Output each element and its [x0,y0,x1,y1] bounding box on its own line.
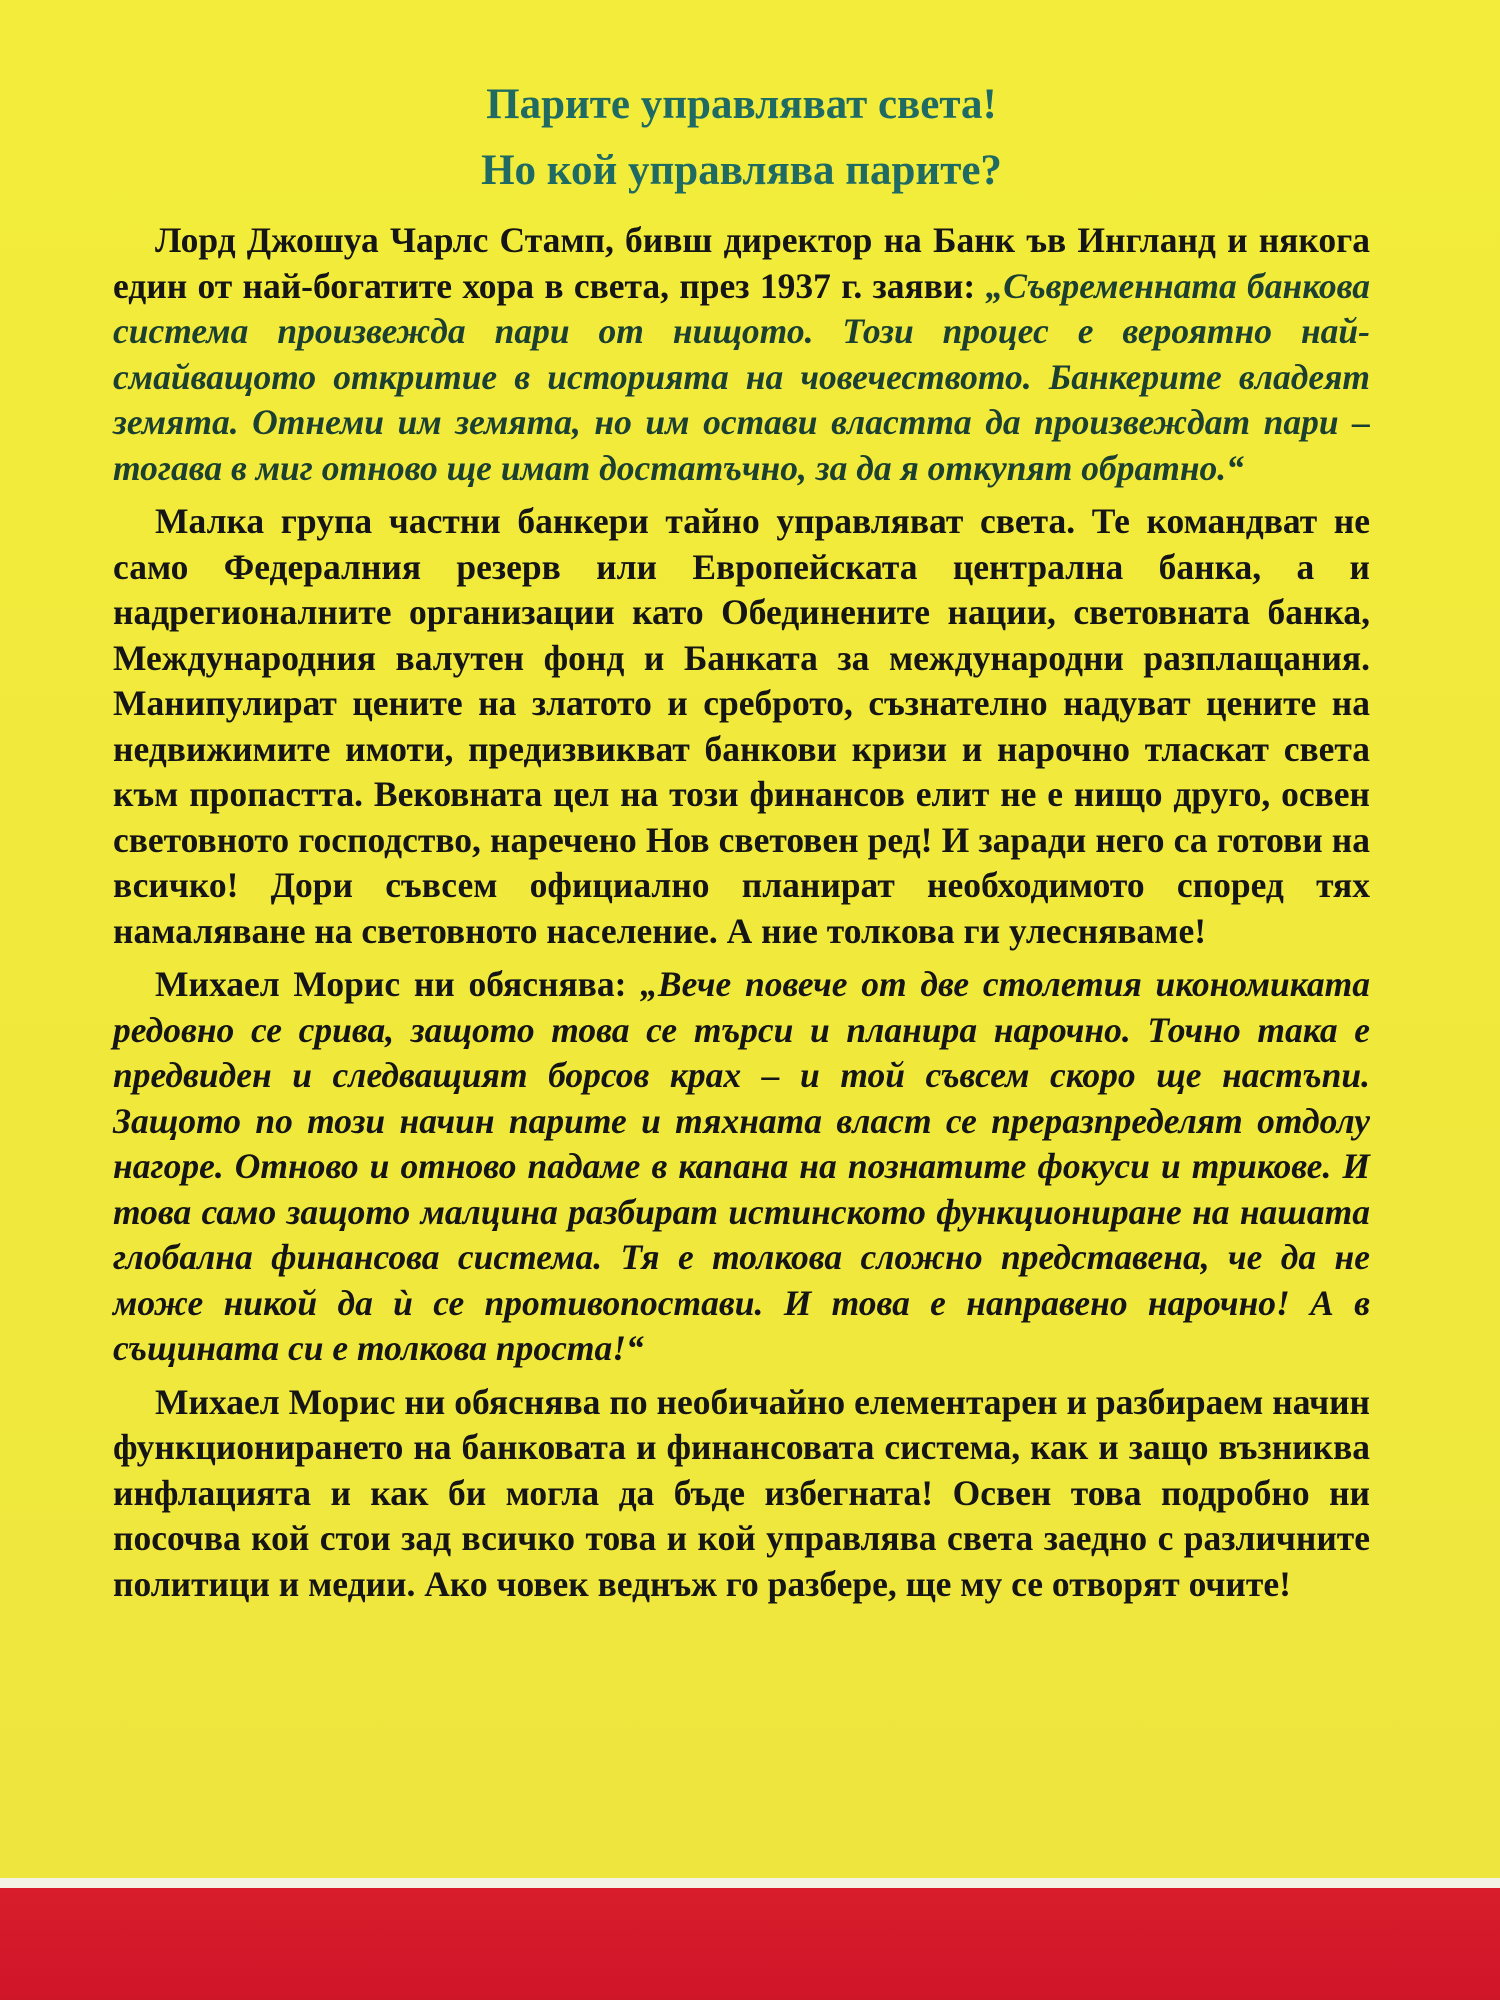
paragraph-private-bankers: Малка група частни банкери тайно управляват света. Те командват не само Федералния резерв или Европейската централна банка, а и надрегионалните организации като Обединените нации, световната банка, Международния валутен фонд и Банката за международни разплащания. Манипулират цените на златото и среброто, съзнателно надуват цените на недвижимите имоти, предизвикват банкови кризи и нарочно тласкат света към пропастта. Вековната цел на този финансов елит не е нищо друго, освен световното господство, наречено Нов световен ред! И заради него са готови на всичко! Дори съвсем официално планират необходимото според тях намаляване на световното население. А ние толкова ги улесняваме! [113,501,1370,951]
paragraph-1-quote: „Съвременната банкова система произвежда пари от нищото. Този процес е вероятно най-смайващото откритие в историята на човечеството. Банкерите владеят земята. Отнеми им земята, но им остави властта да произвеждат пари – тогава в миг отново ще имат достатъчно, за да я откупят обратно.“ [113,265,1370,488]
paragraph-stamp-quote [113,218,1370,491]
headline-line-2: Но кой управлява парите? [481,147,1002,194]
paragraph-3-intro: Михаел Морис ни обяснява: [155,964,641,1004]
cover-divider-strip [0,1878,1500,1888]
paragraph-1-intro: Лорд Джошуа Чарлс Стамп, бивш директор на Банк ъв Ингланд и някога един от най-богатите хора в света, през 1937 г. заяви: [113,220,1370,306]
back-cover-text [113,72,1370,1607]
headline-line-1: Парите управляват света! [486,81,997,128]
paragraph-morris-quote [113,962,1370,1372]
paragraph-morris-explains: Михаел Морис ни обяснява по необичайно елементарен и разбираем начин функционирането на банковата и финансовата система, как и защо възниква инфлацията и как би могла да бъде избегната! Освен това подробно ни посочва кой стои зад всичко това и кой управлява света заедно с различните политици и медии. Ако човек веднъж го разбере, ще му се отворят очите! [113,1381,1370,1604]
red-bottom-band [0,1888,1500,2000]
paragraph-3-quote: „Вече повече от две столетия икономиката редовно се срива, защото това се търси и планира нарочно. Точно така е предвиден и следващият борсов крах – и той съвсем скоро ще настъпи. Защото по този начин парите и тяхната власт се преразпределят отдолу нагоре. Отново и отново падаме в капана на познатите фокуси и трикове. И това само защото малцина разбират истинското функциониране на нашата глобална финансова система. Тя е толкова сложно представена, че да не може никой да ѝ се противопостави. И това е направено нарочно! А в същината си е толкова проста!“ [113,964,1370,1368]
